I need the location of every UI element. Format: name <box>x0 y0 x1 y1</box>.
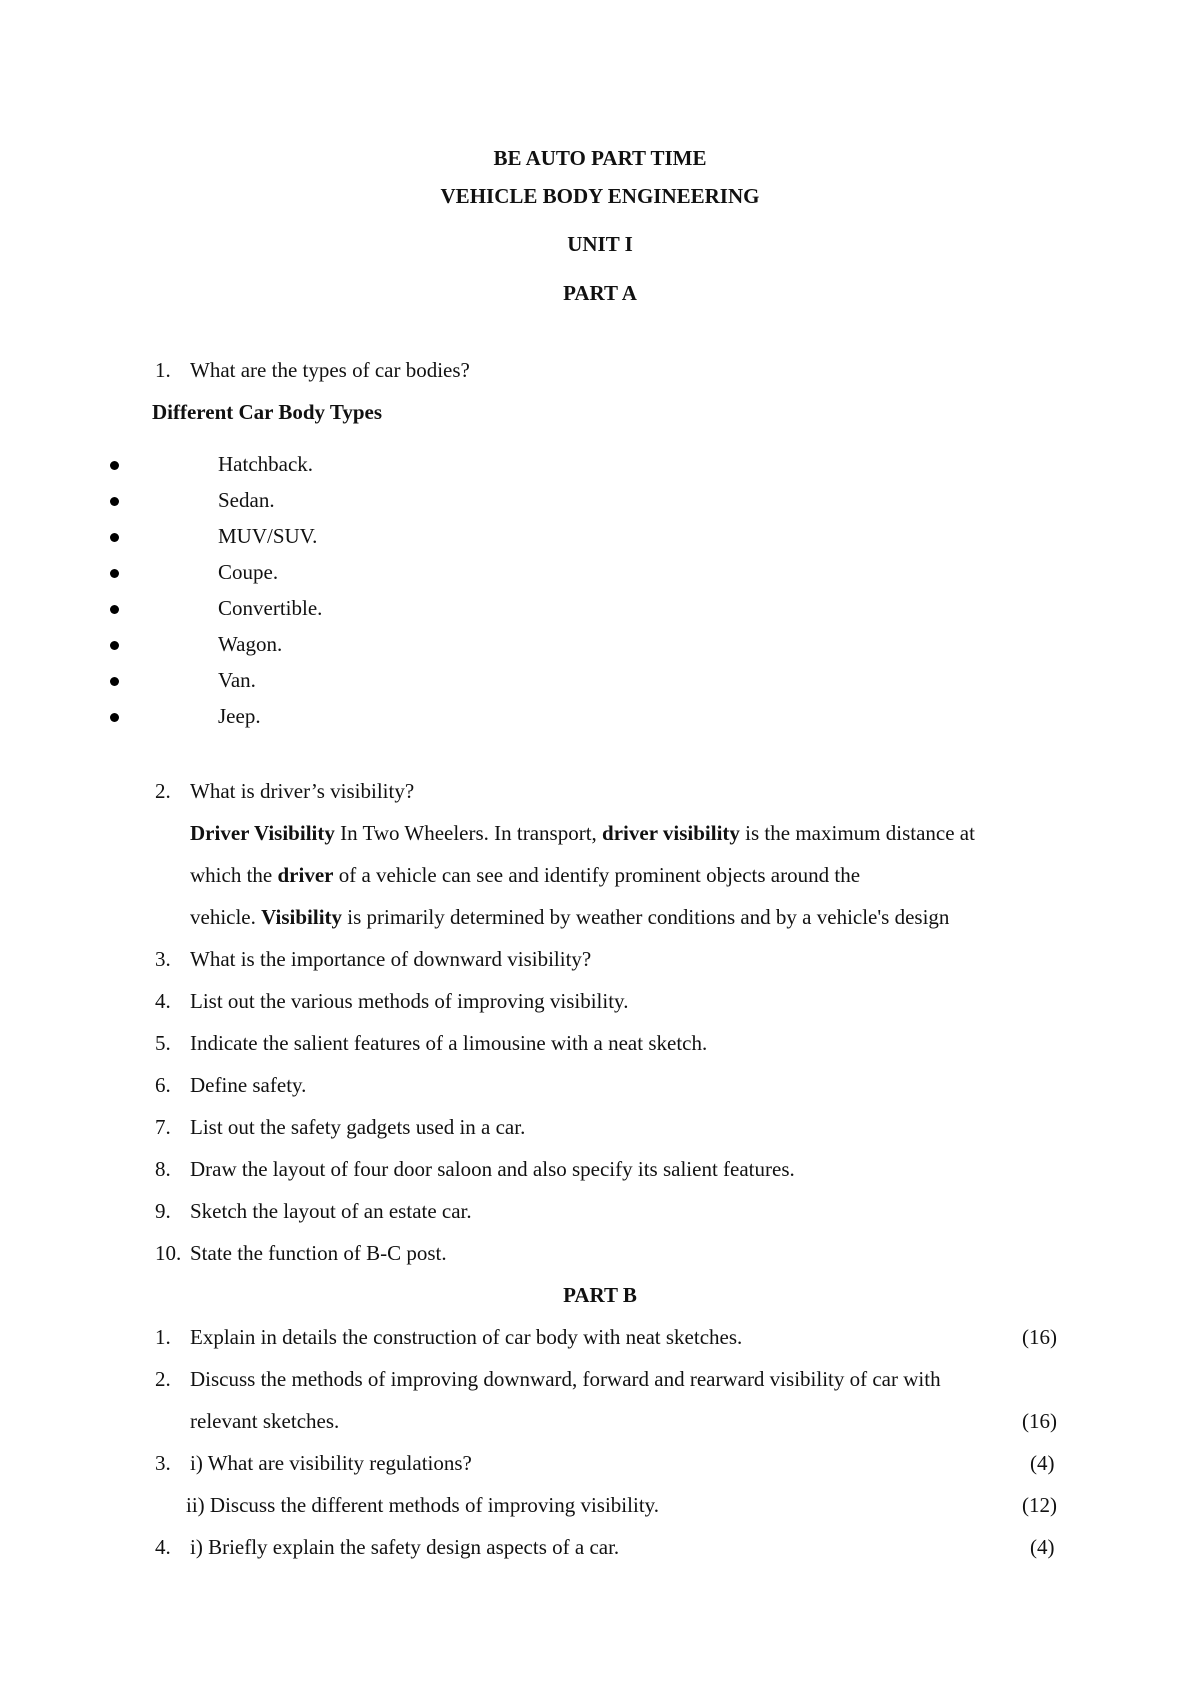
question-text: State the function of B-C post. <box>190 1241 447 1265</box>
question-text: List out the safety gadgets used in a car. <box>190 1115 526 1139</box>
question-text: Sketch the layout of an estate car. <box>190 1199 472 1223</box>
bullet-icon <box>110 713 119 722</box>
question-text: Define safety. <box>190 1073 307 1097</box>
bullet-icon <box>110 605 119 614</box>
answer-text: is the maximum distance at <box>739 821 975 845</box>
question-number: 4. <box>155 989 171 1013</box>
question-text: Draw the layout of four door saloon and also specify its salient features. <box>190 1157 795 1181</box>
question-text: What is the importance of downward visibility? <box>190 947 592 971</box>
part-a-heading: PART A <box>563 281 637 305</box>
question-number: 4. <box>155 1535 171 1559</box>
question-text: What are the types of car bodies? <box>190 358 470 382</box>
bullet-icon <box>110 461 119 470</box>
question-number: 1. <box>155 358 171 382</box>
course-title: BE AUTO PART TIME <box>493 146 707 170</box>
bold-term: driver visibility <box>602 821 740 845</box>
marks-label: (16) <box>1022 1325 1057 1349</box>
list-item: Van. <box>218 668 256 692</box>
question-number: 10. <box>155 1241 182 1265</box>
question-text: Indicate the salient features of a limousine with a neat sketch. <box>190 1031 708 1055</box>
answer-paragraph-line <box>190 821 975 846</box>
question-number: 6. <box>155 1073 171 1097</box>
marks-label: (12) <box>1022 1493 1057 1517</box>
question-number: 5. <box>155 1031 171 1055</box>
bullet-icon <box>110 533 119 542</box>
list-item: Coupe. <box>218 560 279 584</box>
question-text-continued: relevant sketches. <box>190 1409 340 1433</box>
list-item: Convertible. <box>218 596 323 620</box>
answer-paragraph-line <box>190 905 949 930</box>
list-item: MUV/SUV. <box>218 524 318 548</box>
bold-term: driver <box>277 863 334 887</box>
question-number: 1. <box>155 1325 171 1349</box>
list-item: Hatchback. <box>218 452 314 476</box>
question-text: What is driver’s visibility? <box>190 779 415 803</box>
question-number: 7. <box>155 1115 171 1139</box>
bullet-icon <box>110 641 119 650</box>
bullet-icon <box>110 677 119 686</box>
question-text: List out the various methods of improving visibility. <box>190 989 629 1013</box>
answer-paragraph-line <box>190 863 860 888</box>
marks-label: (4) <box>1030 1451 1055 1475</box>
marks-label: (4) <box>1030 1535 1055 1559</box>
answer-text: which the <box>190 863 278 887</box>
answer-text: vehicle. <box>190 905 262 929</box>
question-text: Discuss the methods of improving downward, forward and rearward visibility of car with <box>190 1367 941 1391</box>
question-text: i) What are visibility regulations? <box>190 1451 472 1475</box>
part-b-heading: PART B <box>563 1283 637 1307</box>
list-item: Wagon. <box>218 632 283 656</box>
question-number: 9. <box>155 1199 171 1223</box>
question-text: Explain in details the construction of car body with neat sketches. <box>190 1325 743 1349</box>
unit-title: UNIT I <box>567 232 633 256</box>
bullet-icon <box>110 569 119 578</box>
question-subpart: ii) Discuss the different methods of improving visibility. <box>186 1493 660 1517</box>
list-item: Sedan. <box>218 488 275 512</box>
bold-term: Driver Visibility <box>190 821 335 845</box>
bold-term: Visibility <box>261 905 343 929</box>
answer-text: of a vehicle can see and identify prominent objects around the <box>333 863 861 887</box>
question-number: 3. <box>155 1451 171 1475</box>
answer-text: In Two Wheelers. In transport, <box>334 821 603 845</box>
question-number: 2. <box>155 1367 171 1391</box>
bullet-icon <box>110 497 119 506</box>
list-item: Jeep. <box>218 704 261 728</box>
question-text: i) Briefly explain the safety design aspects of a car. <box>190 1535 620 1559</box>
answer-text: is primarily determined by weather conditions and by a vehicle's design <box>342 905 950 929</box>
subject-title: VEHICLE BODY ENGINEERING <box>440 184 760 208</box>
answer-heading: Different Car Body Types <box>152 400 383 424</box>
question-number: 8. <box>155 1157 171 1181</box>
question-number: 2. <box>155 779 171 803</box>
question-number: 3. <box>155 947 171 971</box>
marks-label: (16) <box>1022 1409 1057 1433</box>
